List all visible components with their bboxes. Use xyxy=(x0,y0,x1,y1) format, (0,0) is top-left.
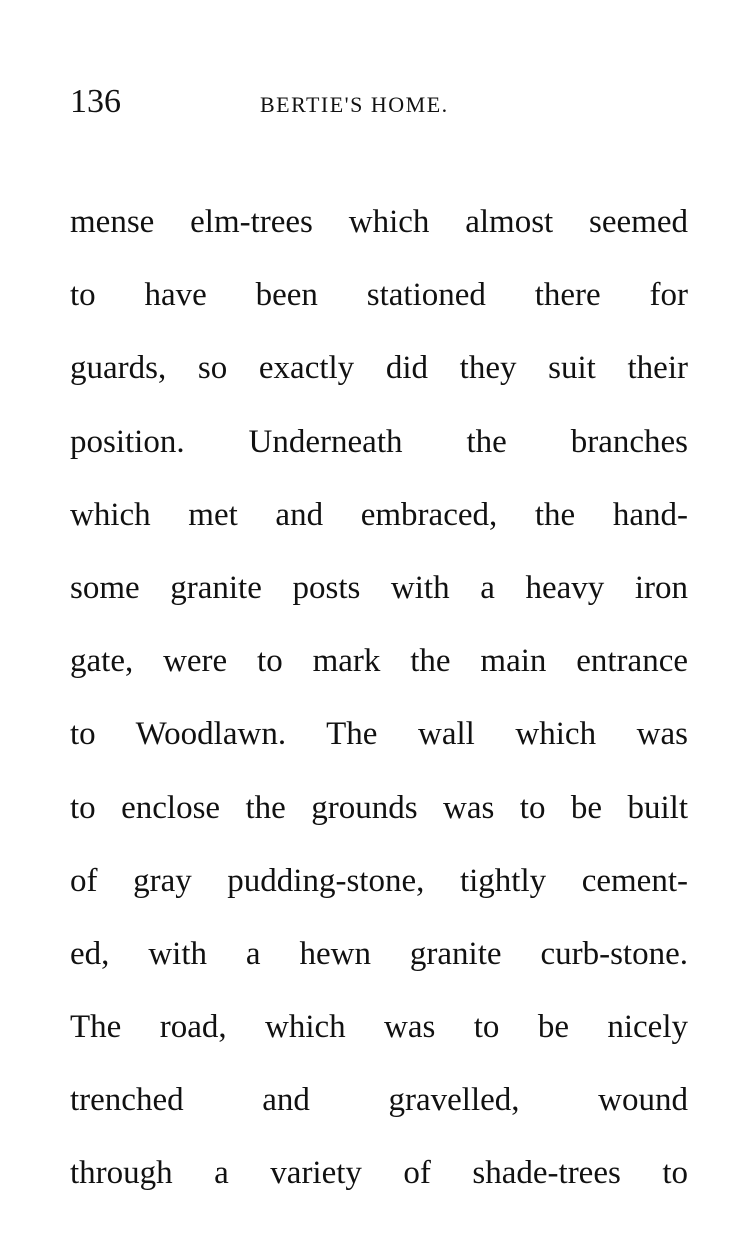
text-line: through a variety of shade-trees to xyxy=(70,1155,688,1192)
text-line: The road, which was to be nicely xyxy=(70,1009,688,1046)
text-line: of gray pudding-stone, tightly cement- xyxy=(70,862,688,899)
text-line: which met and embraced, the hand- xyxy=(70,496,688,533)
page-number: 136 xyxy=(70,83,121,120)
text-line: some granite posts with a heavy iron xyxy=(70,569,688,606)
text-line: gate, were to mark the main entrance xyxy=(70,643,688,680)
text-line: to enclose the grounds was to be built xyxy=(70,789,688,826)
text-line: to have been stationed there for xyxy=(70,277,688,314)
text-line: mense elm-trees which almost seemed xyxy=(70,204,688,240)
text-line: trenched and gravelled, wound xyxy=(70,1082,688,1119)
page-header xyxy=(70,80,690,130)
text-line: ed, with a hewn granite curb-stone. xyxy=(70,935,688,972)
running-head: BERTIE'S HOME. xyxy=(260,92,449,117)
text-line: position. Underneath the branches xyxy=(70,423,688,460)
text-line: guards, so exactly did they suit their xyxy=(70,350,688,387)
body-text xyxy=(70,186,688,1211)
text-line: to Woodlawn. The wall which was xyxy=(70,716,688,753)
